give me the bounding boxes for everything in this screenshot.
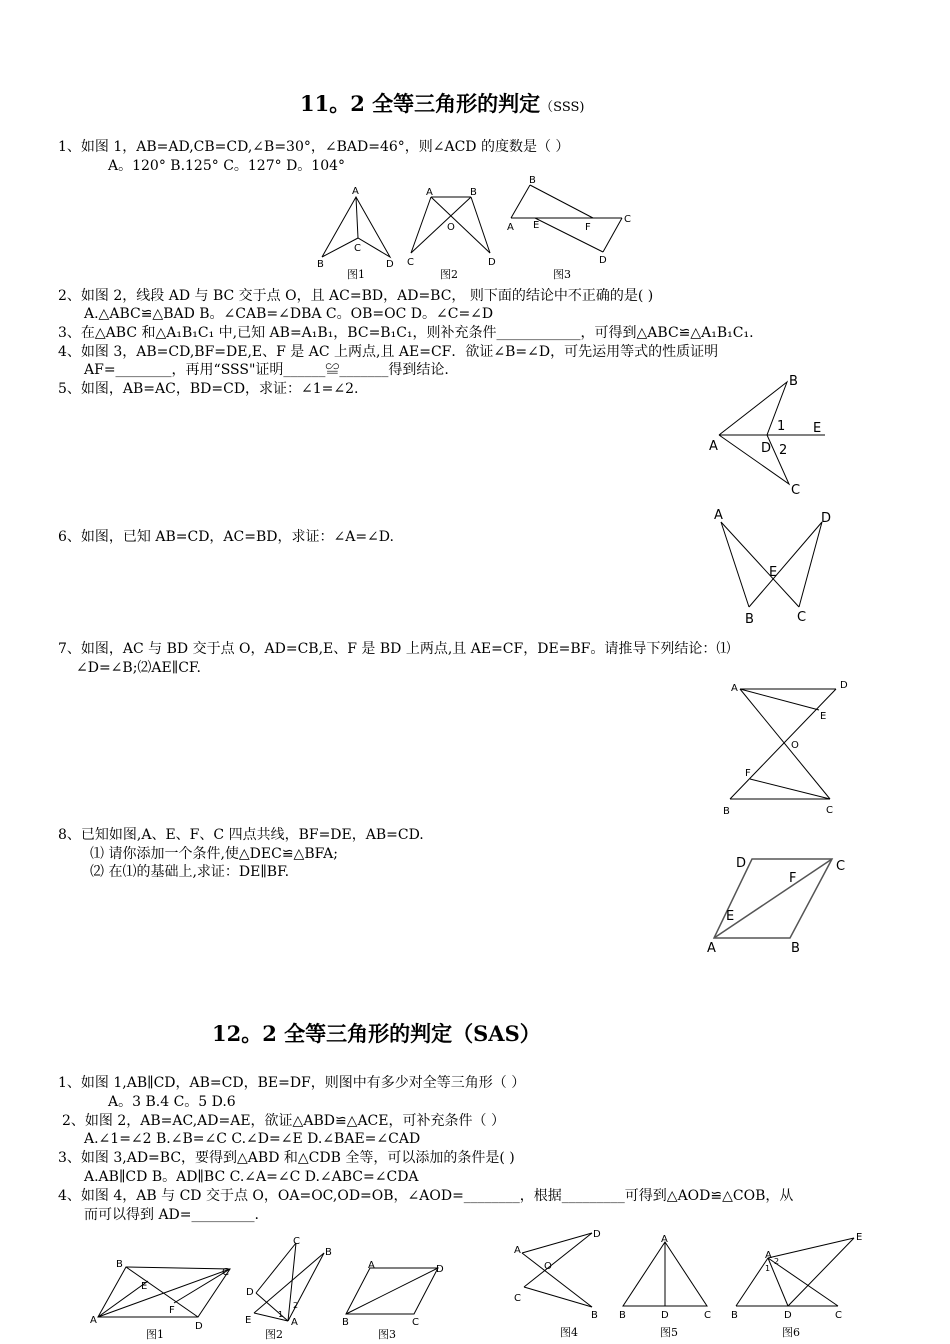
sas1-label-E: E <box>141 1281 148 1292</box>
fig1-label-B: B <box>317 259 324 270</box>
sas1-label-A: A <box>90 1315 97 1326</box>
section-title-sss-suffix: （SSS) <box>540 100 585 115</box>
fig2-BC <box>411 197 471 253</box>
sas2-label-2: 2 <box>293 1301 299 1310</box>
question-sss-2-options: A.△ABC≌△BAD B。∠CAB=∠DBA C。OB=OC D。∠C=∠D <box>84 306 494 322</box>
fig3-label-A: A <box>507 222 514 233</box>
sas4-label-O: O <box>544 1261 552 1272</box>
fig3-label-C: C <box>624 214 631 225</box>
sas6-label-C: C <box>835 1310 842 1321</box>
q5-label-B: B <box>789 374 798 389</box>
q7-label-C: C <box>826 805 833 816</box>
q6-label-A: A <box>714 508 723 523</box>
sas4-label-A: A <box>514 1245 521 1256</box>
question-sss-8: 8、已知如图,A、E、F、C 四点共线，BF=DE，AB=CD. <box>58 827 424 843</box>
fig3-label-D: D <box>599 255 607 266</box>
question-sss-8-part-b: ⑵ 在⑴的基础上,求证：DE∥BF. <box>90 864 290 880</box>
figure-sss-q7 <box>718 675 858 820</box>
sas6-label-1: 1 <box>765 1264 771 1273</box>
figure-sas-6 <box>728 1228 868 1320</box>
figure-sss-3-caption: 图3 <box>553 268 571 281</box>
sas4-CB <box>524 1287 592 1307</box>
q6-AB <box>721 522 749 607</box>
figure-sss-2 <box>404 185 499 275</box>
section-title-sss-text: 11。2 全等三角形的判定 <box>300 91 541 116</box>
figure-sss-q6 <box>708 505 838 625</box>
figure-sas-4-caption: 图4 <box>560 1326 578 1339</box>
fig3-BF <box>530 185 593 218</box>
question-sss-6: 6、如图，已知 AB=CD，AC=BD，求证：∠A=∠D. <box>58 529 394 545</box>
fig2-label-A: A <box>426 187 433 198</box>
question-sss-5: 5、如图，AB=AC，BD=CD，求证：∠1=∠2. <box>58 381 359 397</box>
sas3-label-D: D <box>436 1264 444 1275</box>
q6-label-E: E <box>769 565 778 580</box>
fig3-label-E: E <box>533 220 540 231</box>
figure-sas-3-caption: 图3 <box>378 1328 396 1341</box>
sas3-label-A: A <box>368 1260 375 1271</box>
sas6-label-E: E <box>856 1232 863 1243</box>
sas5-label-A: A <box>661 1234 668 1245</box>
sas1-label-D: D <box>195 1321 203 1332</box>
sas4-CD <box>524 1233 592 1287</box>
sas4-label-D: D <box>593 1229 601 1240</box>
fig2-label-B: B <box>470 187 477 198</box>
figure-sas-2 <box>240 1235 335 1330</box>
sas1-BD <box>126 1267 198 1317</box>
q7-DB <box>730 689 836 799</box>
q8-label-C: C <box>836 859 846 874</box>
sas2-label-A: A <box>291 1317 298 1328</box>
q8-AC <box>714 859 832 938</box>
sas6-AB <box>736 1258 771 1306</box>
q8-label-E: E <box>726 909 735 924</box>
figure-sss-2-caption: 图2 <box>440 268 458 281</box>
sas2-AB <box>288 1253 324 1321</box>
figure-sss-1-caption: 图1 <box>347 268 365 281</box>
question-sas-2-options: A.∠1=∠2 B.∠B=∠C C.∠D=∠E D.∠BAE=∠CAD <box>84 1131 421 1147</box>
q7-label-D: D <box>840 680 848 691</box>
q7-label-F: F <box>745 768 751 779</box>
question-sas-1-options: A。3 B.4 C。5 D.6 <box>108 1094 236 1110</box>
sas3-label-C: C <box>412 1317 419 1328</box>
q5-label-1: 1 <box>777 419 786 434</box>
question-sss-4-line1: 4、如图 3，AB=CD,BF=DE,E、F 是 AC 上两点,且 AE=CF．欲证∠B=∠D，可先运用等式的性质证明 <box>58 344 719 360</box>
question-sss-8-part-a: ⑴ 请你添加一个条件,使△DEC≌△BFA; <box>90 846 338 862</box>
fig2-AD <box>431 197 490 253</box>
fig2-label-O: O <box>447 222 455 233</box>
sas4-label-C: C <box>514 1293 521 1304</box>
fig1-label-C: C <box>354 243 361 254</box>
q8-label-D: D <box>736 856 747 871</box>
q7-AC <box>740 689 830 799</box>
sas2-DC <box>256 1243 296 1293</box>
sas4-label-B: B <box>591 1310 598 1321</box>
sas2-label-C: C <box>293 1236 300 1247</box>
figure-sas-5-caption: 图5 <box>660 1326 678 1339</box>
figure-sas-3 <box>340 1258 450 1328</box>
q7-label-A: A <box>731 683 738 694</box>
section-title-sas: 12。2 全等三角形的判定（SAS） <box>212 1021 541 1046</box>
fig3-label-F: F <box>585 222 591 233</box>
q7-label-E: E <box>820 711 827 722</box>
sas2-label-1: 1 <box>278 1310 284 1319</box>
fig1-label-D: D <box>386 259 394 270</box>
fig3-ED <box>535 218 603 252</box>
sas6-label-B: B <box>731 1310 738 1321</box>
sas1-AC <box>98 1269 230 1317</box>
figure-sss-1 <box>314 185 404 275</box>
question-sas-3: 3、如图 3,AD=BC，要得到△ABD 和△CDB 全等，可以添加的条件是( ) <box>58 1150 515 1166</box>
q7-AE <box>740 689 819 710</box>
figure-sas-5 <box>615 1232 715 1322</box>
sas2-label-E: E <box>245 1315 252 1326</box>
question-sas-4-line2: 而可以得到 AD=_________. <box>84 1207 259 1223</box>
q8-label-B: B <box>791 941 800 956</box>
q6-label-D: D <box>821 511 832 526</box>
sas1-label-B: B <box>116 1259 123 1270</box>
question-sss-1-options: A。120° B.125° C。127° D。104° <box>108 158 346 174</box>
sas2-label-D: D <box>246 1287 254 1298</box>
fig3-AB <box>511 185 530 218</box>
q8-label-F: F <box>789 871 797 886</box>
question-sas-3-options: A.AB∥CD B。AD∥BC C.∠A=∠C D.∠ABC=∠CDA <box>84 1169 419 1185</box>
sas6-AE <box>768 1238 854 1258</box>
sas6-label-A: A <box>765 1250 772 1261</box>
question-sss-4-line2: AF=________，再用“SSS"证明______≌_______得到结论. <box>84 362 449 378</box>
figure-sas-1-caption: 图1 <box>146 1328 164 1341</box>
q7-label-B: B <box>723 806 730 817</box>
sas6-DE <box>788 1238 854 1306</box>
figure-sas-2-caption: 图2 <box>265 1328 283 1341</box>
sas3-BD <box>346 1268 438 1314</box>
question-sss-7-line1: 7、如图，AC 与 BD 交于点 O，AD=CB,E、F 是 BD 上两点,且 AE=CF，DE=BF。请推导下列结论：⑴ <box>58 641 731 657</box>
figure-sas-6-caption: 图6 <box>782 1326 800 1339</box>
fig2-label-D: D <box>488 257 496 268</box>
figure-sss-3 <box>505 175 635 270</box>
q5-label-2: 2 <box>779 443 788 458</box>
figure-sss-q5 <box>705 370 835 500</box>
sas1-label-F: F <box>169 1305 175 1316</box>
q6-label-B: B <box>745 612 754 627</box>
q5-label-E: E <box>813 421 822 436</box>
question-sas-2: 2、如图 2，AB=AC,AD=AE，欲证△ABD≌△ACE，可补充条件（ ） <box>62 1113 505 1129</box>
figure-sas-4 <box>508 1225 603 1320</box>
q5-label-D: D <box>761 441 772 456</box>
question-sss-2: 2、如图 2，线段 AD 与 BC 交于点 O，且 AC=BD，AD=BC， 则下面的结论中不正确的是( ) <box>58 288 654 304</box>
question-sss-1: 1、如图 1，AB=AD,CB=CD,∠B=30°，∠BAD=46°，则∠ACD 的度数是（ ） <box>58 139 570 155</box>
sas1-label-C: C <box>222 1267 229 1278</box>
question-sss-3: 3、在△ABC 和△A₁B₁C₁ 中,已知 AB=A₁B₁，BC=B₁C₁，则补充条件____________，可得到△ABC≌△A₁B₁C₁. <box>58 325 754 341</box>
q5-label-C: C <box>791 483 801 498</box>
fig3-CD <box>603 218 622 252</box>
figure-sss-q8 <box>702 848 862 963</box>
sas3-label-B: B <box>342 1317 349 1328</box>
fig3-label-B: B <box>529 175 536 186</box>
fig2-label-C: C <box>407 257 414 268</box>
sas5-label-D: D <box>661 1310 669 1321</box>
sas5-label-C: C <box>704 1310 711 1321</box>
q7-label-O: O <box>791 740 799 751</box>
question-sas-1: 1、如图 1,AB∥CD，AB=CD，BE=DF，则图中有多少对全等三角形（ ） <box>58 1075 526 1091</box>
sas4-AD <box>522 1233 592 1253</box>
q5-label-A: A <box>709 439 718 454</box>
question-sss-7-line2: ∠D=∠B;⑵AE∥CF. <box>76 660 201 676</box>
figure-sas-1 <box>88 1255 238 1330</box>
q6-label-C: C <box>797 610 807 625</box>
fig2-AC <box>411 197 431 253</box>
sas6-label-2: 2 <box>774 1257 780 1266</box>
q8-label-A: A <box>707 941 716 956</box>
fig1-label-A: A <box>352 186 359 197</box>
sas2-label-B: B <box>325 1247 332 1258</box>
q7-FC <box>750 779 830 799</box>
question-sas-4-line1: 4、如图 4，AB 与 CD 交于点 O，OA=OC,OD=OB，∠AOD=________，根据_________可得到△AOD≌△COB，从 <box>58 1188 794 1204</box>
sas6-label-D: D <box>784 1310 792 1321</box>
sas5-label-B: B <box>619 1310 626 1321</box>
section-title-sss <box>300 88 585 118</box>
figure-sss-1-diagonal <box>356 197 358 238</box>
